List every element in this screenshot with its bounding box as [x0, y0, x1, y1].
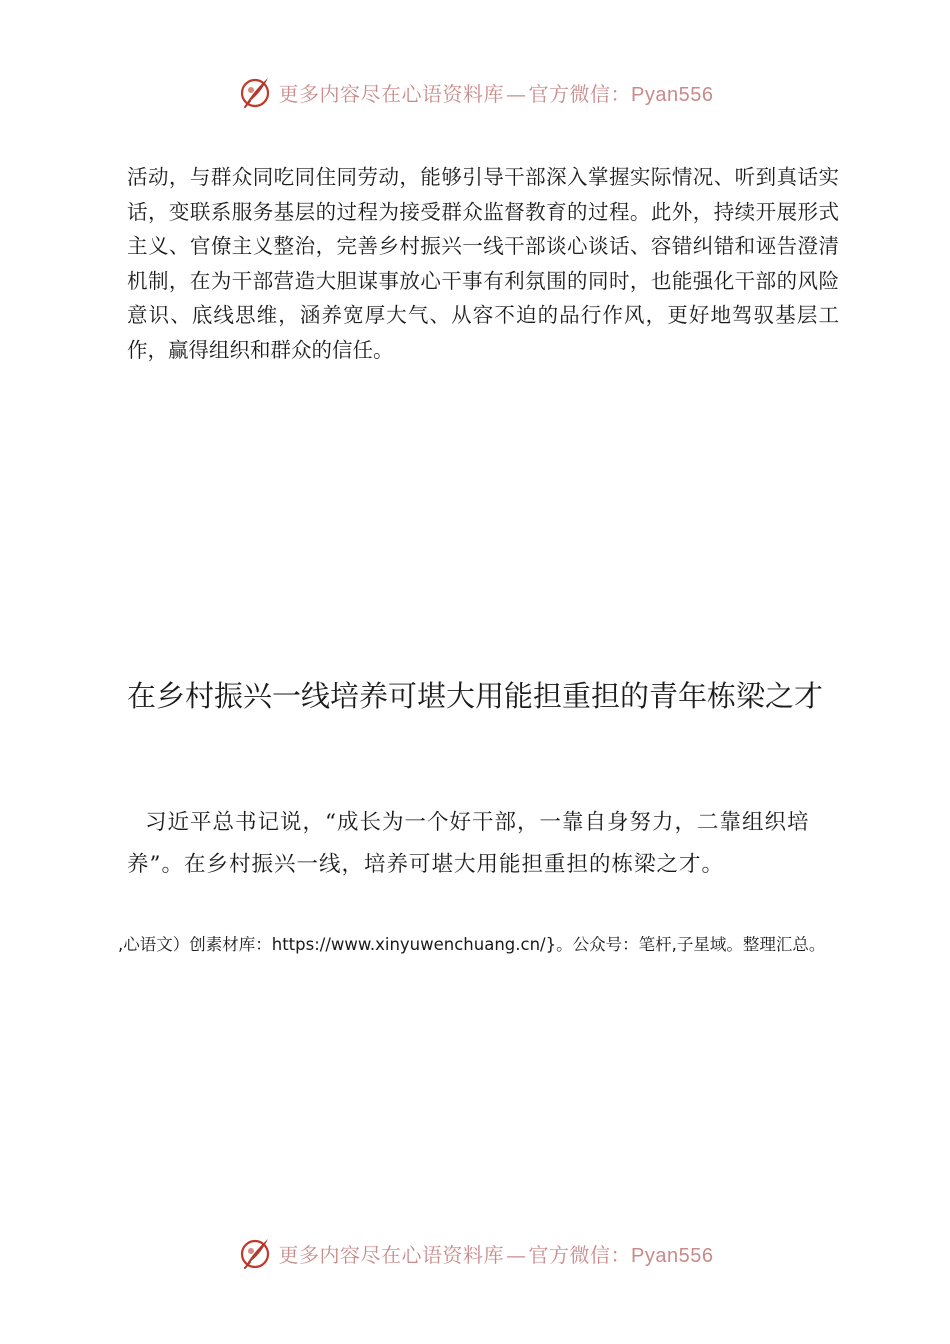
page-header	[0, 72, 950, 112]
footer-separator: —	[506, 1242, 527, 1267]
footer-banner	[279, 1239, 714, 1268]
body-paragraph: 活动，与群众同吃同住同劳动，能够引导干部深入掌握实际情况、听到真话实话，变联系服务基层的过程为接受群众监督教育的过程。此外，持续开展形式主义、官僚主义整治，完善乡村振兴一线干部谈心谈话、容错纠错和诬告澄清机制，在为干部营造大胆谋事放心干事有利氛围的同时，也能强化干部的风险意识、底线思维，涵养宽厚大气、从容不迫的品行作风，更好地驾驭基层工作，赢得组织和群众的信任。	[127, 165, 839, 362]
quill-pen-logo-icon	[237, 74, 273, 110]
footer-wechat-label: 官方微信：	[528, 1242, 632, 1267]
footer-banner-title: 更多内容尽在心语资料库	[278, 1242, 505, 1267]
quote-paragraph: 习近平总书记说，“成长为一个好干部，一靠自身努力，二靠组织培养”。在乡村振兴一线，培养可堪大用能担重担的栋梁之才。	[127, 810, 810, 877]
header-wechat-label: 官方微信：	[528, 81, 632, 106]
footer-wechat-id: Pyan556	[631, 1244, 714, 1267]
header-banner	[279, 78, 714, 107]
header-separator: —	[506, 81, 527, 106]
section-heading: 在乡村振兴一线培养可堪大用能担重担的青年栋梁之才	[127, 679, 824, 713]
header-wechat-id: Pyan556	[631, 83, 714, 106]
page-footer	[0, 1233, 950, 1273]
quill-pen-logo-icon	[237, 1235, 273, 1271]
header-banner-title: 更多内容尽在心语资料库	[278, 81, 505, 106]
source-line: ,心语文）创素材库：https://www.xinyuwenchuang.cn/}。公众号：笔杆,子星域。整理汇总。	[118, 935, 826, 954]
